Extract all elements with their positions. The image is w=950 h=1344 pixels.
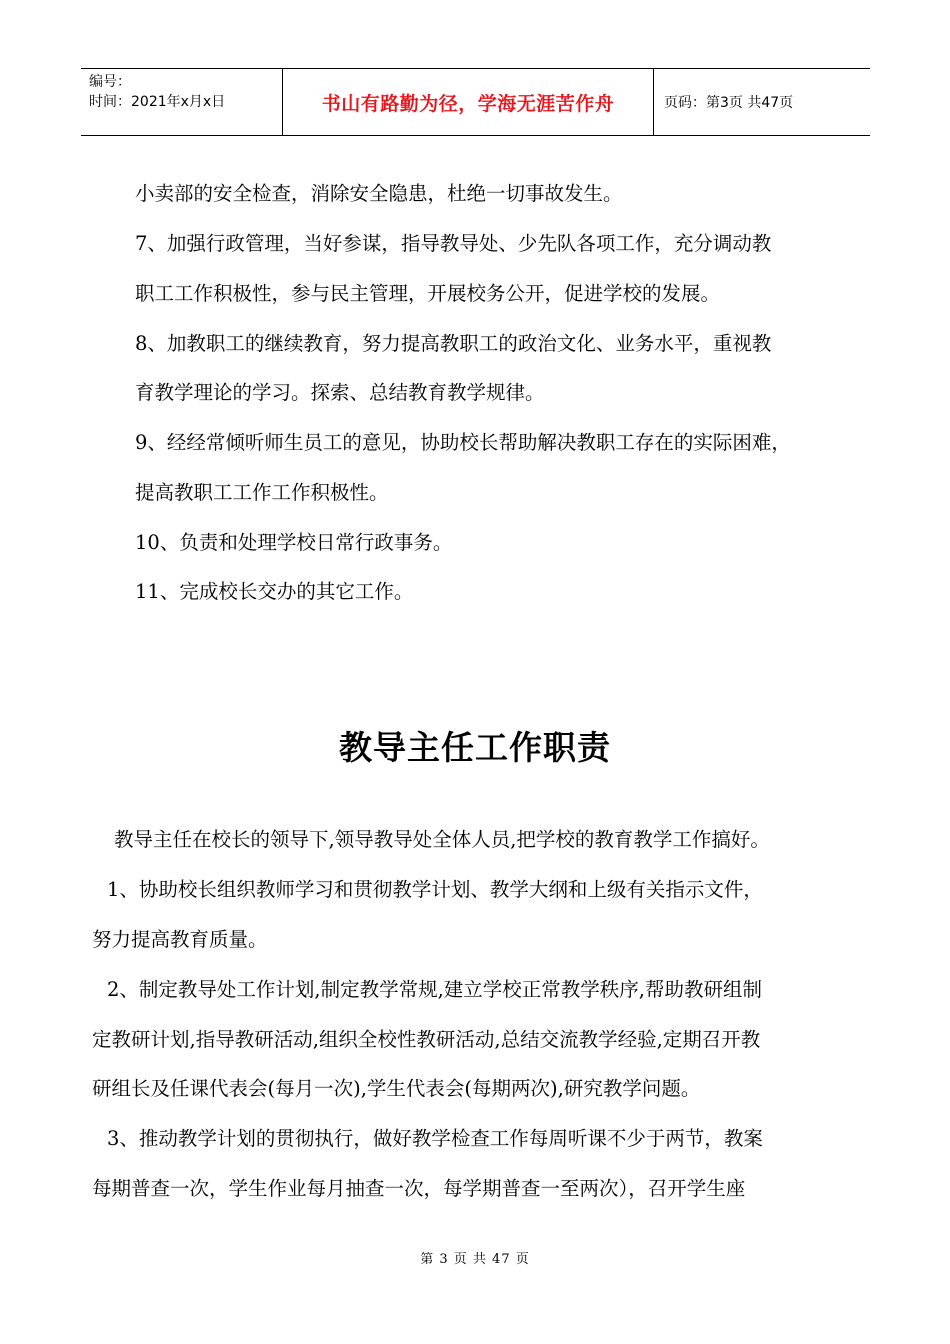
section-title: 教导主任工作职责 <box>339 728 611 767</box>
header-meta-cell <box>81 69 283 135</box>
body-line: 提高教职工工作工作积极性。 <box>135 481 389 504</box>
page-footer: 第 3 页 共 47 页 <box>420 1252 530 1267</box>
page-header <box>81 68 870 136</box>
body-line: 2、制定教导处工作计划,制定教学常规,建立学校正常教学秩序,帮助教研组制 <box>107 978 763 1001</box>
header-motto: 书山有路勤为径，学海无涯苦作舟 <box>283 69 654 135</box>
body-line: 职工工作积极性，参与民主管理，开展校务公开，促进学校的发展。 <box>135 282 721 305</box>
body-line: 8、加教职工的继续教育，努力提高教职工的政治文化、业务水平，重视教 <box>135 332 772 355</box>
body-line: 7、加强行政管理，当好参谋，指导教导处、少先队各项工作，充分调动教 <box>135 232 772 255</box>
body-line: 定教研计划,指导教研活动,组织全校性教研活动,总结交流教学经验,定期召开教 <box>92 1028 761 1051</box>
body-line: 小卖部的安全检查，消除安全隐患，杜绝一切事故发生。 <box>135 182 623 205</box>
body-line: 育教学理论的学习。探索、总结教育教学规律。 <box>135 381 545 404</box>
document-date-label: 时间：2021年x月x日 <box>89 94 226 110</box>
header-page-info: 页码：第3页 共47页 <box>664 95 794 111</box>
document-number-label: 编号： <box>89 74 131 90</box>
body-line: 每期普查一次，学生作业每月抽查一次，每学期普查一至两次），召开学生座 <box>92 1177 746 1200</box>
body-line: 1、协助校长组织教师学习和贯彻教学计划、教学大纲和上级有关指示文件， <box>107 878 763 901</box>
body-line: 9、经经常倾听师生员工的意见，协助校长帮助解决教职工存在的实际困难， <box>135 431 791 454</box>
body-line: 11、完成校长交办的其它工作。 <box>135 580 414 603</box>
body-line: 研组长及任课代表会(每月一次),学生代表会(每期两次),研究教学问题。 <box>92 1077 701 1100</box>
body-line: 10、负责和处理学校日常行政事务。 <box>135 531 453 554</box>
body-line: 努力提高教育质量。 <box>92 928 268 951</box>
body-line: 教导主任在校长的领导下,领导教导处全体人员,把学校的教育教学工作搞好。 <box>114 828 770 851</box>
body-line: 3、推动教学计划的贯彻执行，做好教学检查工作每周听课不少于两节，教案 <box>107 1127 763 1150</box>
